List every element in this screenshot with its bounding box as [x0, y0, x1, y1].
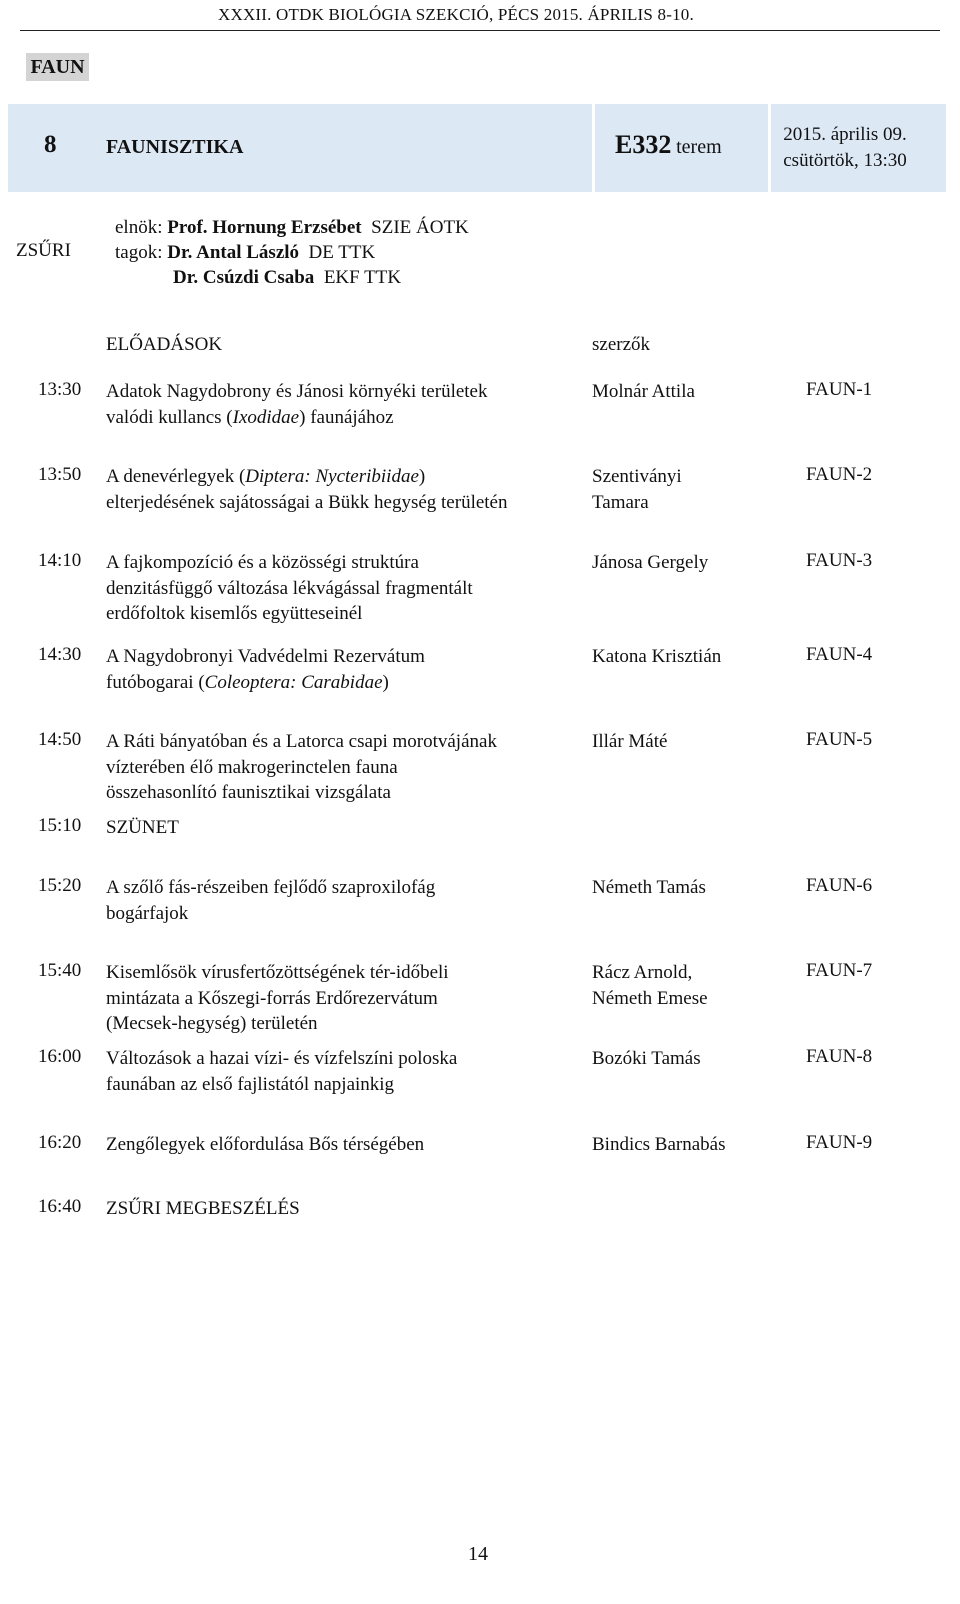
talk-time: 16:40	[38, 1196, 82, 1217]
date-line: 2015. április 09.	[783, 124, 907, 145]
section-title: FAUNISZTIKA	[106, 136, 244, 158]
jury-discussion-label: ZSŰRI MEGBESZÉLÉS	[106, 1198, 300, 1219]
jury-member	[173, 265, 401, 290]
talk-code: FAUN-5	[806, 729, 873, 750]
talk-title	[106, 464, 508, 515]
talk-title-line: futóbogarai (Coleoptera: Carabidae)	[106, 671, 389, 693]
page-number: 14	[468, 1543, 488, 1565]
talk-title-line: A szőlő fás-részeiben fejlődő szaproxilofág	[106, 877, 436, 898]
talk-author: Rácz Arnold,	[592, 962, 693, 983]
section-date	[770, 122, 920, 174]
talk-title	[106, 379, 488, 430]
talk-time: 16:20	[38, 1132, 82, 1153]
talk-author: Németh Emese	[592, 987, 708, 1009]
talk-title-line: bogárfajok	[106, 902, 189, 924]
talk-code: FAUN-3	[806, 550, 873, 571]
running-header: XXXII. OTDK BIOLÓGIA SZEKCIÓ, PÉCS 2015. ÁPRILIS 8-10.	[218, 5, 694, 24]
talk-author: Tamara	[592, 491, 649, 513]
talk-authors	[592, 464, 682, 515]
jury-label: ZSŰRI	[16, 240, 71, 261]
talk-title	[106, 644, 425, 695]
jury-member-name: Dr. Csúzdi Csaba	[173, 267, 315, 288]
jury-members-prefix: tagok:	[115, 242, 163, 263]
talk-title-line: A Nagydobronyi Vadvédelmi Rezervátum	[106, 646, 425, 667]
talk-title	[106, 550, 473, 627]
talk-authors	[592, 875, 706, 901]
date-line: csütörtök, 13:30	[783, 150, 907, 171]
talk-author: Katona Krisztián	[592, 646, 722, 667]
talk-title-line: A Ráti bányatóban és a Latorca csapi morotvájának	[106, 731, 497, 752]
talk-authors	[592, 729, 667, 755]
talk-title-line: vízterében élő makrogerinctelen fauna	[106, 756, 398, 778]
talk-authors	[592, 960, 708, 1011]
talk-authors	[592, 1046, 701, 1072]
talk-code: FAUN-9	[806, 1132, 873, 1153]
banner-divider	[592, 104, 595, 192]
talk-title	[106, 875, 435, 926]
jury-chair-inst: SZIE ÁOTK	[371, 217, 469, 238]
talk-title-line: Kisemlősök vírusfertőzöttségének tér-időbeli	[106, 962, 449, 983]
talk-time: 15:40	[38, 960, 82, 981]
talk-title-line: denzitásfüggő változása lékvágással fragmentált	[106, 577, 473, 599]
room	[615, 130, 722, 160]
talk-time: 15:20	[38, 875, 82, 896]
authors-column-label: szerzők	[592, 334, 651, 355]
talk-title-line: A denevérlegyek (Diptera: Nycteribiidae)	[106, 466, 426, 487]
jury-chair	[115, 215, 469, 240]
talk-code: FAUN-7	[806, 960, 873, 981]
talk-title-line: valódi kullancs (Ixodidae) faunájához	[106, 406, 394, 428]
talk-code: FAUN-6	[806, 875, 873, 896]
talk-title	[106, 1132, 424, 1158]
talk-author: Szentiványi	[592, 466, 682, 487]
talk-time: 14:10	[38, 550, 82, 571]
section-number: 8	[44, 131, 57, 158]
talk-authors	[592, 644, 721, 670]
talk-title-line: A fajkompozíció és a közösségi struktúra	[106, 552, 419, 573]
talk-author: Németh Tamás	[592, 877, 706, 898]
jury-member-inst: DE TTK	[308, 242, 376, 263]
jury-member-name: Dr. Antal László	[167, 242, 300, 263]
talk-authors	[592, 379, 695, 405]
talk-code: FAUN-1	[806, 379, 873, 400]
talk-authors	[592, 1132, 726, 1158]
talk-authors	[592, 550, 708, 576]
talk-time: 16:00	[38, 1046, 82, 1067]
talk-title-line: faunában az első fajlistától napjainkig	[106, 1073, 395, 1095]
jury-chair-name: Prof. Hornung Erzsébet	[167, 217, 362, 238]
talk-code: FAUN-4	[806, 644, 873, 665]
talk-title-line: összehasonlító faunisztikai vizsgálata	[106, 782, 391, 803]
talk-title-line: (Mecsek-hegység) területén	[106, 1013, 318, 1034]
header-rule	[20, 30, 940, 31]
talk-code: FAUN-2	[806, 464, 873, 485]
talk-author: Jánosa Gergely	[592, 552, 709, 573]
jury-member	[115, 240, 375, 265]
talk-time: 13:50	[38, 464, 82, 485]
talk-title-line: erdőfoltok kisemlős együtteseinél	[106, 603, 363, 624]
talk-title-line: Adatok Nagydobrony és Jánosi környéki területek	[106, 381, 488, 402]
jury-member-inst: EKF TTK	[323, 267, 402, 288]
talks-column-label: ELŐADÁSOK	[106, 334, 223, 355]
room-code: E332	[615, 130, 672, 159]
talk-title-line: elterjedésének sajátosságai a Bükk hegység területén	[106, 491, 508, 513]
room-word: terem	[676, 136, 722, 158]
talk-author: Illár Máté	[592, 731, 668, 752]
talk-author: Bindics Barnabás	[592, 1134, 726, 1155]
talk-title	[106, 960, 449, 1037]
talk-author: Molnár Attila	[592, 381, 695, 402]
talk-author: Bozóki Tamás	[592, 1048, 701, 1069]
talk-title-line: mintázata a Kőszegi-forrás Erdőrezervátum	[106, 987, 438, 1009]
section-tag: FAUN	[26, 53, 89, 81]
talk-time: 14:50	[38, 729, 82, 750]
talk-time: 13:30	[38, 379, 82, 400]
break-label: SZÜNET	[106, 817, 179, 838]
talk-title-line: Változások a hazai vízi- és vízfelszíni poloska	[106, 1048, 458, 1069]
jury-chair-prefix: elnök:	[115, 217, 163, 238]
talk-title	[106, 729, 497, 806]
talk-time: 15:10	[38, 815, 82, 836]
talk-title-line: Zengőlegyek előfordulása Bős térségében	[106, 1134, 425, 1155]
talk-code: FAUN-8	[806, 1046, 873, 1067]
talk-title	[106, 1046, 457, 1097]
talk-time: 14:30	[38, 644, 82, 665]
